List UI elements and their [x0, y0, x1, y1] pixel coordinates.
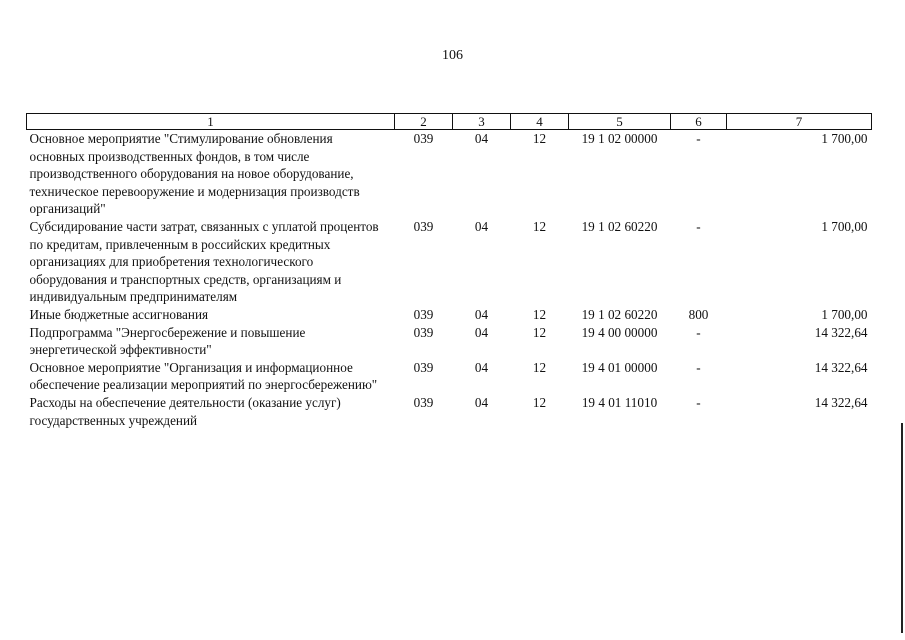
row-name: Основное мероприятие "Стимулирование обновления основных производственных фондов, в том числе производственного оборудования на новое оборудование, техническое перевооружение и модернизация производств организаций" [29, 131, 360, 217]
row-col-2: 039 [413, 131, 434, 146]
row-col-2: 039 [413, 394, 434, 410]
row-col-7: 1 700,00 [821, 218, 868, 234]
table-row [27, 394, 872, 429]
row-col-5: 19 1 02 60220 [581, 306, 658, 322]
table-row [27, 306, 872, 324]
row-name: Субсидирование части затрат, связанных с уплатой процентов по кредитам, привлеченным в российских кредитных организациях для приобретения технологического оборудования и транспортных средств, организациям и индивидуальным предпринимателям [29, 218, 379, 305]
row-col-3: 04 [474, 218, 489, 234]
row-col-4: 12 [532, 394, 547, 410]
row-name: Иные бюджетные ассигнования [29, 306, 209, 322]
header-col-3: 3 [453, 114, 511, 130]
row-col-4: 12 [532, 324, 547, 340]
row-col-5: 19 4 01 11010 [581, 394, 658, 410]
header-col-5: 5 [569, 114, 671, 130]
table-row [27, 359, 872, 394]
row-name: Расходы на обеспечение деятельности (оказание услуг) государственных учреждений [29, 394, 341, 428]
row-col-4: 12 [532, 131, 547, 146]
header-col-6: 6 [671, 114, 727, 130]
row-col-5: 19 1 02 00000 [581, 131, 658, 146]
row-col-7: 14 322,64 [814, 324, 868, 340]
table-header-row [27, 114, 872, 130]
header-col-1: 1 [27, 114, 395, 130]
row-col-2: 039 [413, 218, 434, 234]
row-col-4: 12 [532, 359, 547, 375]
row-col-3: 04 [474, 394, 489, 410]
header-col-2: 2 [395, 114, 453, 130]
table-row [27, 324, 872, 359]
row-name: Подпрограмма "Энергосбережение и повышение энергетической эффективности" [29, 324, 306, 358]
row-col-6: - [696, 394, 701, 410]
row-col-3: 04 [474, 306, 489, 322]
page-number: 106 [442, 48, 463, 63]
row-col-6: 800 [688, 306, 709, 322]
table-row [27, 130, 872, 218]
row-col-5: 19 4 01 00000 [581, 359, 658, 375]
row-col-6: - [696, 218, 701, 234]
row-col-6: - [696, 359, 701, 375]
header-col-4: 4 [511, 114, 569, 130]
row-col-6: - [696, 324, 701, 340]
row-col-4: 12 [532, 218, 547, 234]
scan-margin-line [901, 423, 903, 633]
row-col-2: 039 [413, 324, 434, 340]
row-col-7: 1 700,00 [821, 306, 868, 322]
row-col-2: 039 [413, 306, 434, 322]
row-col-2: 039 [413, 359, 434, 375]
row-col-7: 1 700,00 [821, 131, 868, 146]
row-col-6: - [696, 131, 701, 146]
row-name: Основное мероприятие "Организация и информационное обеспечение реализации мероприятий по энергосбережению" [29, 359, 378, 393]
row-col-5: 19 1 02 60220 [581, 218, 658, 234]
row-col-7: 14 322,64 [814, 359, 868, 375]
row-col-5: 19 4 00 00000 [581, 324, 658, 340]
header-col-7: 7 [727, 114, 872, 130]
row-col-4: 12 [532, 306, 547, 322]
row-col-3: 04 [474, 131, 489, 146]
budget-table [26, 113, 872, 429]
row-col-3: 04 [474, 359, 489, 375]
row-col-3: 04 [474, 324, 489, 340]
row-col-7: 14 322,64 [814, 394, 868, 410]
table-row [27, 218, 872, 306]
